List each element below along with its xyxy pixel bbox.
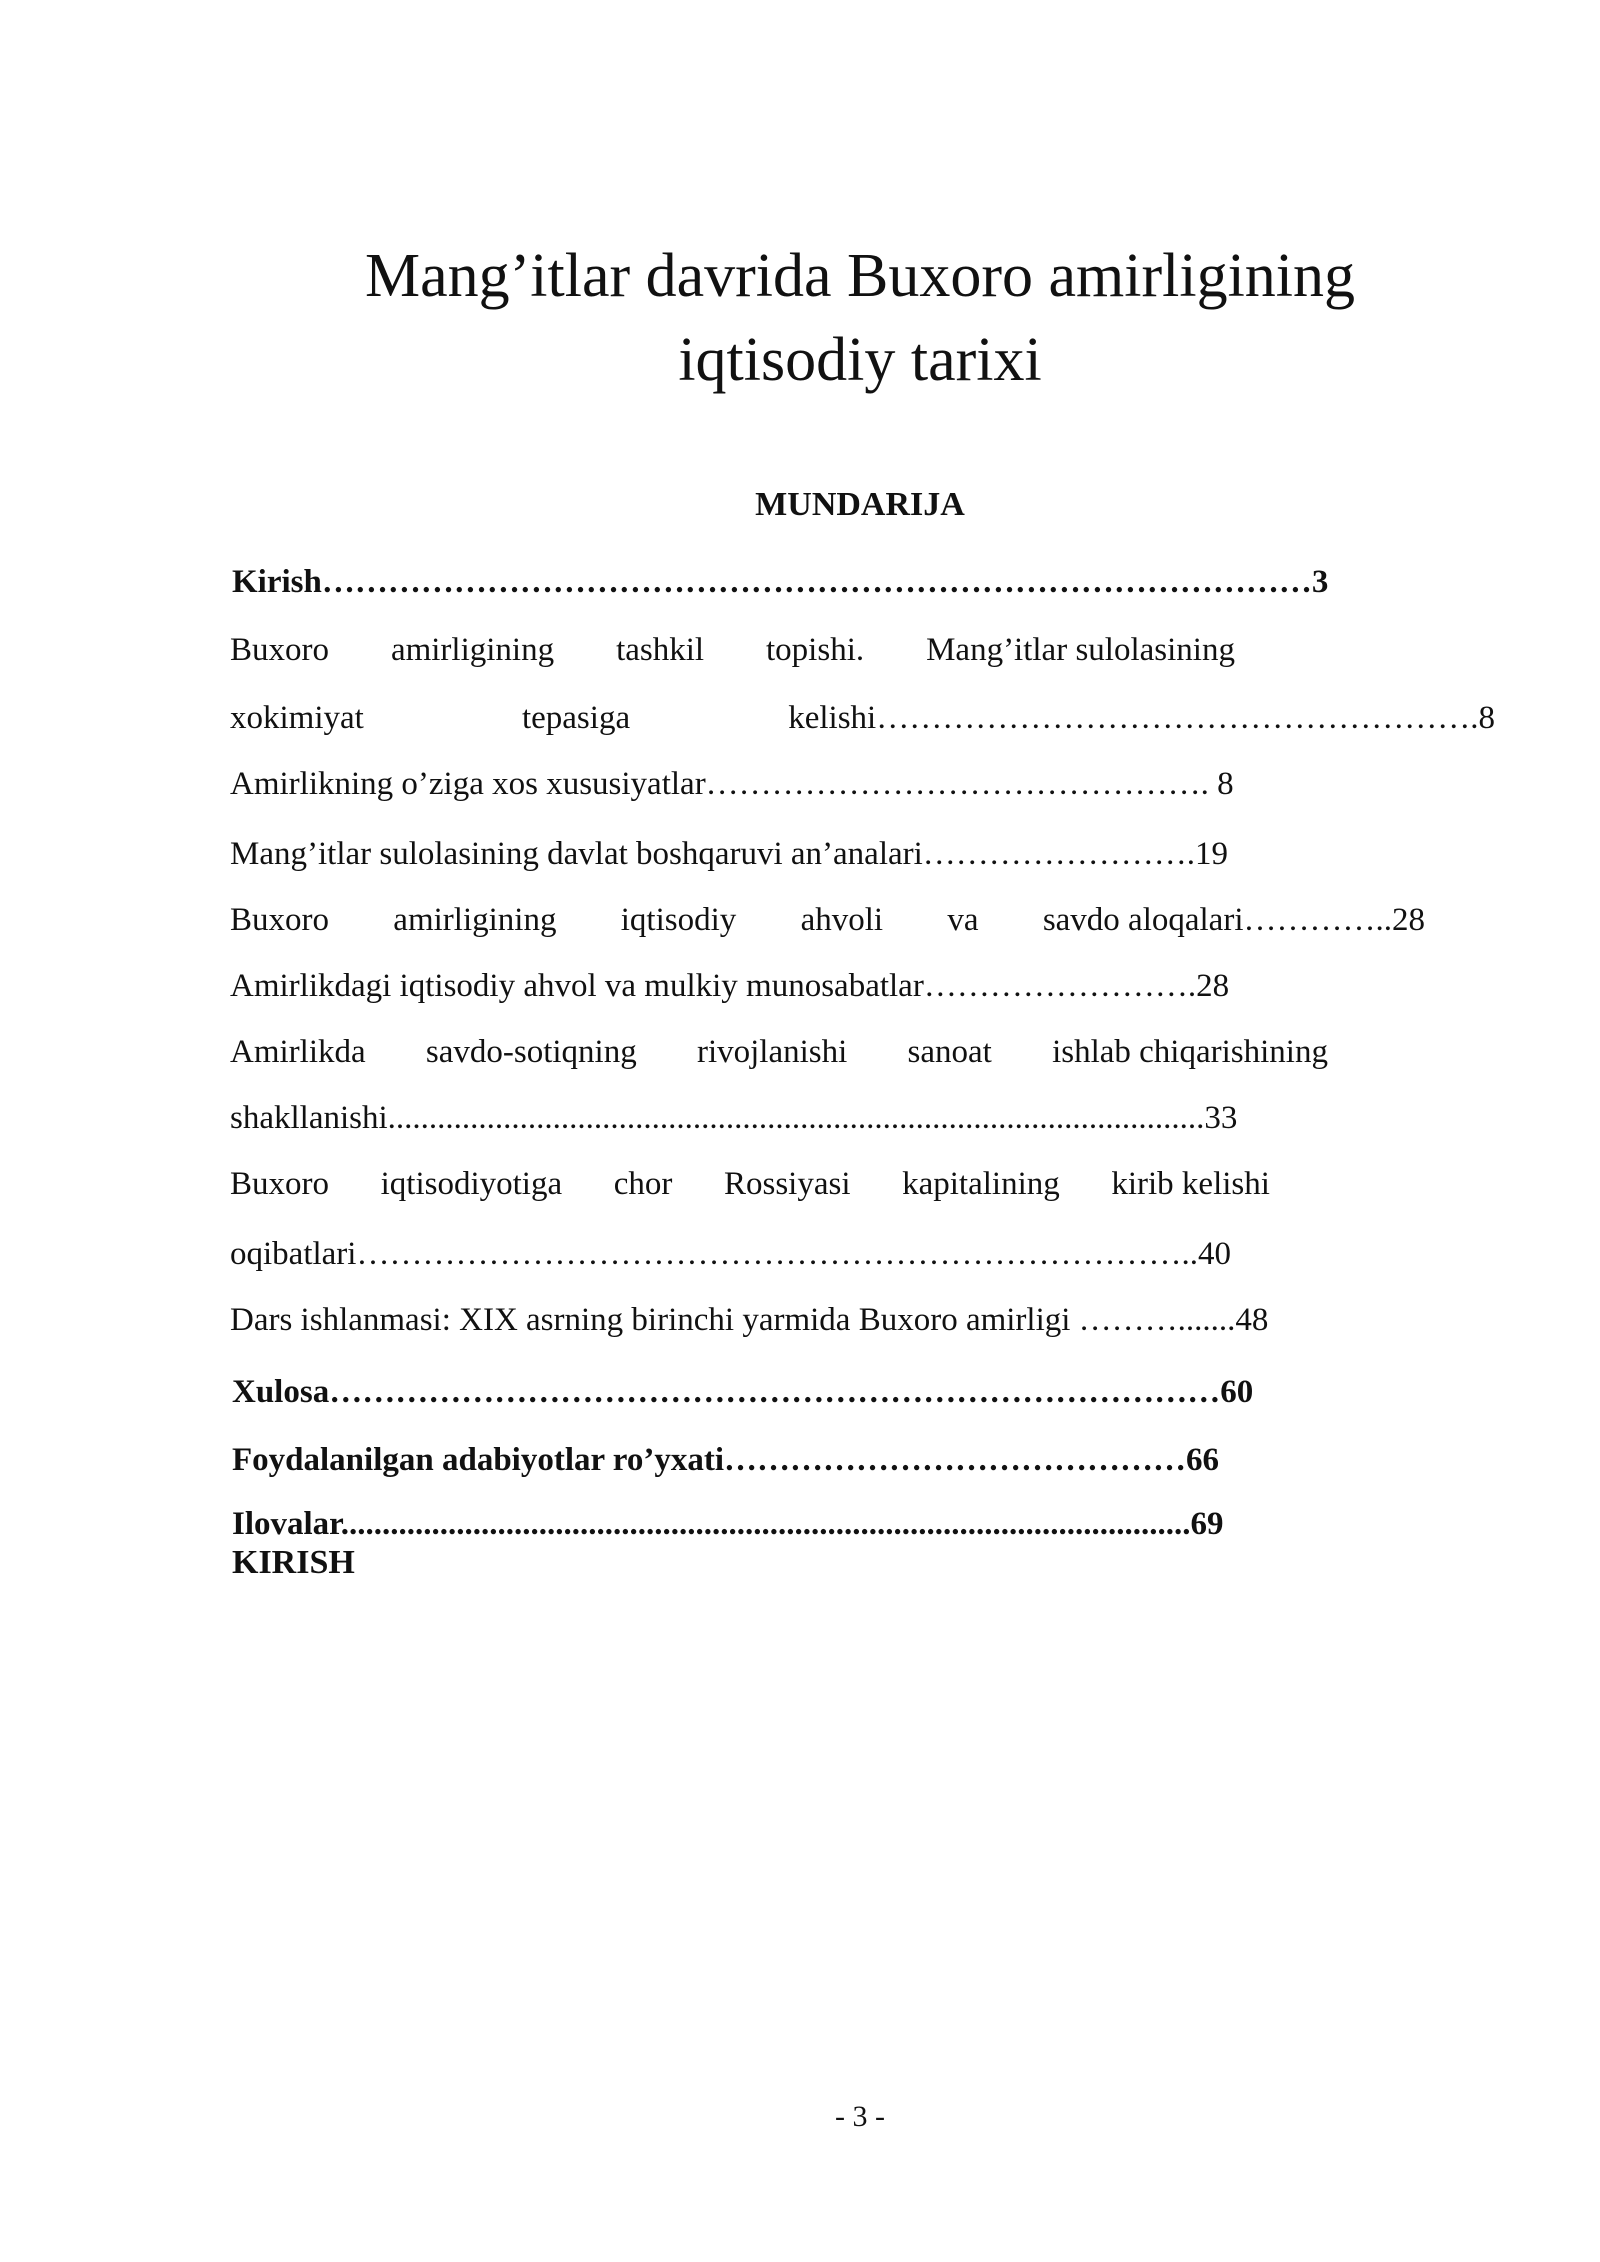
toc-entry-adabiyotlar: Foydalanilgan adabiyotlar ro’yxati……………………………………66 <box>232 1442 1220 1478</box>
toc-entry-7-line-1: Buxoro iqtisodiyotiga chor Rossiyasi kapitalining kirib kelishi <box>230 1166 1270 1202</box>
toc-entry-5: Amirlikdagi iqtisodiy ahvol va mulkiy munosabatlar…………………….28 <box>230 968 1230 1004</box>
page-number: - 3 - <box>835 2100 885 2133</box>
toc-entry-4: Buxoro amirligining iqtisodiy ahvoli va savdo aloqalari…………..28 <box>230 902 1425 938</box>
toc-entry-7-line-2: oqibatlari…………………………………………………………………..40 <box>230 1236 1231 1272</box>
toc-heading: MUNDARIJA <box>755 486 965 523</box>
title-line-2: iqtisodiy tarixi <box>678 326 1042 394</box>
toc-entry-ilovalar: Ilovalar.......................................................................................................69 <box>232 1506 1224 1542</box>
toc-entry-kirish: Kirish………………………………………………………………………………3 <box>232 564 1329 600</box>
toc-entry-6-line-2: shakllanishi...................................................................................................33 <box>230 1100 1238 1136</box>
toc-entry-2: Amirlikning o’ziga xos xususiyatlar………………………………………. 8 <box>230 766 1234 802</box>
document-title <box>250 234 1470 402</box>
toc-entry-xulosa: Xulosa………………………………………………………………………60 <box>232 1374 1254 1410</box>
toc-entry-6-line-1: Amirlikda savdo-sotiqning rivojlanishi sanoat ishlab chiqarishining <box>230 1034 1328 1070</box>
title-line-1: Mang’itlar davrida Buxoro amirligining <box>364 242 1356 310</box>
toc-entry-3: Mang’itlar sulolasining davlat boshqaruvi an’analari…………………….19 <box>230 836 1229 872</box>
section-heading-kirish: KIRISH <box>232 1544 355 1581</box>
toc-entry-8: Dars ishlanmasi: XIX asrning birinchi yarmida Buxoro amirligi ……….......48 <box>230 1302 1269 1338</box>
toc-entry-1-line-2: xokimiyat tepasiga kelishi……………………………………………….8 <box>230 700 1495 736</box>
toc-entry-1-line-1: Buxoro amirligining tashkil topishi. Mang’itlar sulolasining <box>230 632 1235 668</box>
